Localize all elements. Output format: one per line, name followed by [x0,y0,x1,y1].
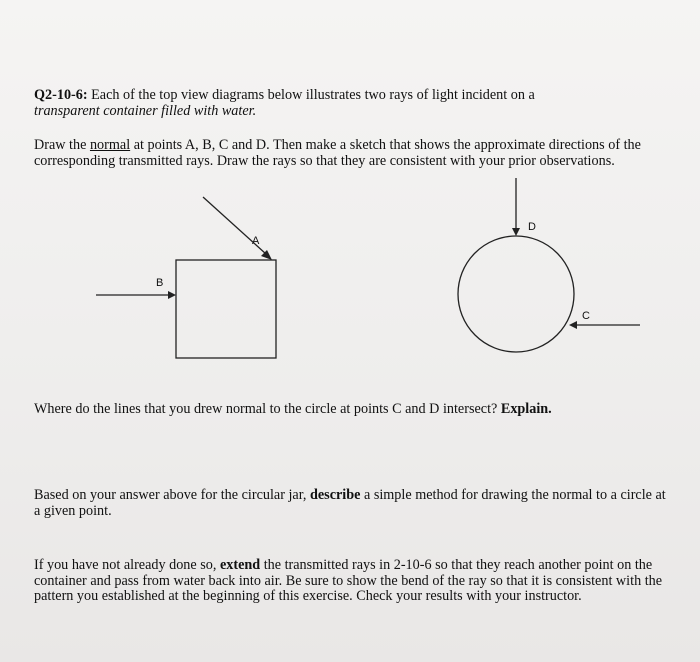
question-header [34,88,674,119]
square-container [176,260,276,358]
draw-instructions-post: at points A, B, C and D. Then make a sketch that shows the approximate directions of the corresponding transmitted rays. Draw the rays so that they are consistent with your prior observations. [34,137,641,169]
draw-instructions-pre: Draw the [34,137,90,153]
ray-diagrams [0,170,700,400]
label-a: A [252,235,260,247]
intersect-question-text: Where do the lines that you drew normal to the circle at points C and D intersect? [34,401,501,417]
intersect-explain: Explain. [500,401,552,417]
label-b: B [156,277,164,289]
method-question [34,488,674,519]
question-id: Q2-10-6: [34,87,88,103]
question-intro-text: Each of the top view diagrams below illustrates two rays of light incident on a [87,87,535,103]
intersect-question [34,402,674,418]
normal-underlined: normal [89,137,131,153]
extend-question [34,558,674,605]
question-intro-italic: transparent container filled with water. [34,102,257,119]
extend-question-post: the transmitted rays in 2-10-6 so that they reach another point on the container and pass from water back into air. Be sure to show the bend of the ray so that it is consistent with the pattern you established at the beginning of this exercise. Check your results with your instructor. [34,557,663,604]
draw-instructions [34,138,674,169]
circular-container [458,236,574,352]
ray-d-arrowhead [512,228,520,236]
ray-b-arrowhead [168,291,176,299]
label-d: D [528,221,536,233]
method-describe: describe [309,487,361,503]
extend-bold: extend [219,557,261,573]
ray-c-arrowhead [569,321,577,329]
method-question-pre: Based on your answer above for the circular jar, [34,487,310,503]
label-c: C [582,310,590,322]
method-question-post: a simple method for drawing the normal to a circle at a given point. [34,487,666,519]
extend-question-pre: If you have not already done so, [34,557,220,573]
